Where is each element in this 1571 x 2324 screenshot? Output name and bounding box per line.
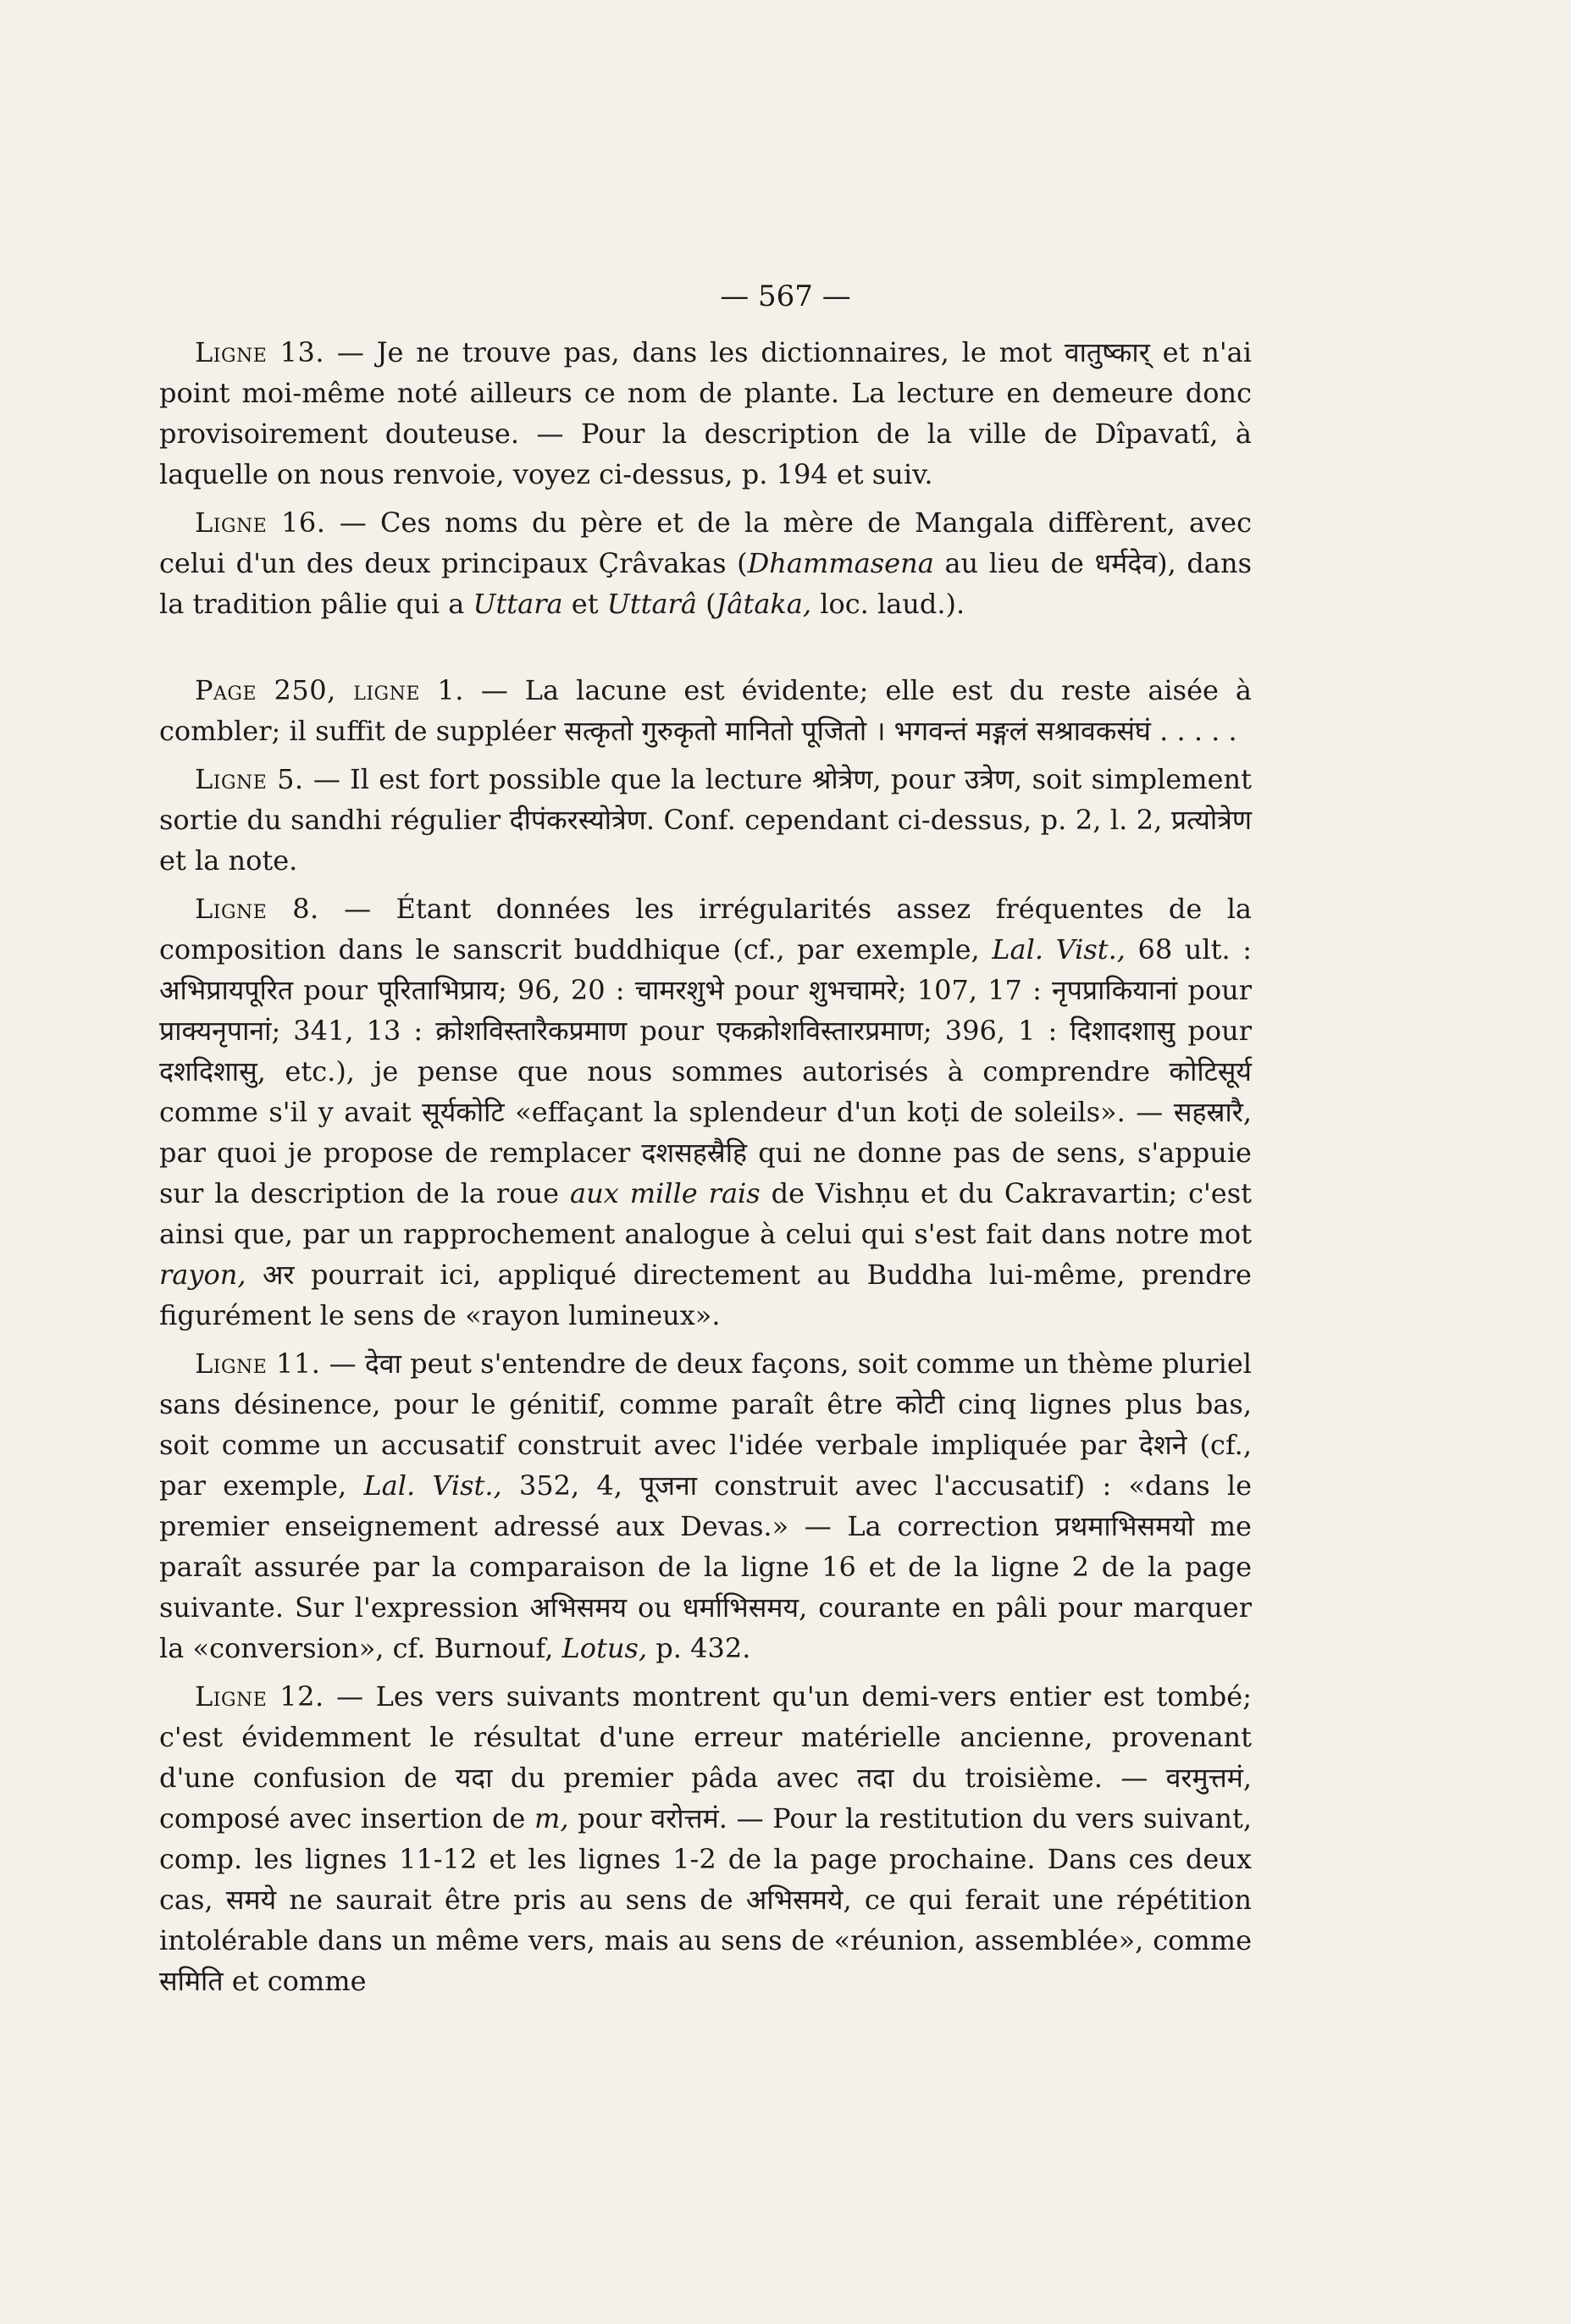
note-text: 68 ult. : अभिप्रायपूरित pour पूरिताभिप्राय; 96, 20 : चामरशुभे pour शुभचामरे; 107, 17 : नृपप्राकियानां pour प्राक्यनृपानां; 341, 13 : क्रोशविस्तारैकप्रमाण pour एकक्रोशविस्तारप्रमाण; 396, 1 : दिशादशासु pour दशदिशासु, etc.), je pense que nous sommes autorisés à comprendre कोटिसूर्य comme s'il y avait सूर्यकोटि «effaçant la splendeur d'un koṭi de soleils». — सहस्रारै, par quoi je propose de remplacer दशसहस्रैहि qui ne donne pas de sens, s'appuie sur la description de la roue <box>159 933 1253 1209</box>
note-ligne-5 <box>159 759 1252 881</box>
page-number: — 567 — <box>720 279 851 313</box>
note-italic: Jâtaka, <box>716 588 812 620</box>
note-text: — Les vers suivants montrent qu'un demi-vers entier est tombé; c'est évidemment le résultat d'une erreur matérielle ancienne, provenant d'une confusion de यदा du premier pâda avec तदा du troisième. — वरमुत्तमं, composé avec insertion de <box>159 1680 1253 1834</box>
note-text: 352, 4, पूजना construit avec l'accusatif) : «dans le premier enseignement adressé aux Devas.» — La correction प्रथमाभिसमयो me paraît assurée par la comparaison de la ligne 16 et de la ligne 2 de la page suivante. Sur l'expression अभिसमय ou धर्माभिसमय, courante en pâli pour marquer la «conversion», cf. Burnouf, <box>159 1469 1253 1664</box>
note-text: — देवा peut s'entendre de deux façons, soit comme un thème pluriel sans désinence, pour le génitif, comme paraît être कोटी cinq lignes plus bas, soit comme un accusatif construit avec l'idée verbale impliquée par देशने (cf., par exemple, <box>159 1347 1252 1502</box>
note-text: de Vishṇu et du Cakravartin; c'est ainsi que, par un rapprochement analogue à celui qui s'est fait dans notre mot <box>159 1177 1253 1250</box>
note-text: — Ces noms du père et de la mère de Mangala diffèrent, avec celui d'un des deux principaux Çrâvakas ( <box>159 506 1253 579</box>
note-text: et <box>562 588 607 620</box>
note-text: loc. laud.). <box>811 588 965 620</box>
note-text: p. 432. <box>647 1632 751 1664</box>
note-italic: Lal. Vist., <box>363 1469 502 1502</box>
note-text: — Il est fort possible que la lecture श्रोत्रेण, pour उत्रेण, soit simplement sortie du sandhi régulier दीपंकरस्योत्रेण. Conf. cependant ci-dessus, p. 2, l. 2, प्रत्योत्रेण et la note. <box>159 763 1252 877</box>
note-text: — Étant données les irrégularités assez fréquentes de la composition dans le sanscrit buddhique (cf., par exemple, <box>159 893 1253 966</box>
note-ligne-11 <box>159 1343 1252 1668</box>
note-ligne-12 <box>159 1676 1252 2001</box>
note-head: Ligne 8. <box>195 893 319 925</box>
note-text: ( <box>696 588 716 620</box>
note-head: Ligne 13. <box>195 336 325 368</box>
note-ligne-16 <box>159 502 1252 624</box>
note-text: — La lacune est évidente; elle est du reste aisée à combler; il suffit de suppléer सत्कृतो गुरुकृतो मानितो पूजितो । भगवन्तं मङ्गलं सश्रावकसंघं . . . . . <box>159 674 1252 747</box>
note-text: — Je ne trouve pas, dans les dictionnaires, le mot वातुष्कार् et n'ai point moi-même noté ailleurs ce nom de plante. La lecture en demeure donc provisoirement douteuse. — Pour la description de la ville de Dîpavatî, à laquelle on nous renvoie, voyez ci-dessus, p. 194 et suiv. <box>159 336 1252 490</box>
note-page-250-ligne-1 <box>159 670 1252 751</box>
note-italic: rayon, <box>159 1259 246 1291</box>
note-italic: Uttara <box>473 588 563 620</box>
note-head: Ligne 16. <box>195 506 326 539</box>
note-italic: Uttarâ <box>606 588 697 620</box>
note-italic: Lotus, <box>561 1632 648 1664</box>
note-italic: Dhammasena <box>747 547 934 579</box>
note-text: au lieu de धर्मदेव), dans la tradition pâlie qui a <box>159 547 1253 620</box>
note-ligne-13 <box>159 332 1252 495</box>
note-italic: aux mille rais <box>570 1177 761 1209</box>
note-head: Ligne 5. <box>195 763 304 795</box>
note-body <box>159 332 1252 2009</box>
note-ligne-8 <box>159 888 1252 1336</box>
note-head: Page 250, ligne 1. <box>195 674 464 706</box>
note-italic: Lal. Vist., <box>992 933 1126 966</box>
note-head: Ligne 12. <box>195 1680 324 1713</box>
note-italic: m, <box>534 1802 569 1834</box>
note-text: pour वरोत्तमं. — Pour la restitution du vers suivant, comp. les lignes 11-12 et les lignes 1-2 de la page prochaine. Dans ces deux cas, समये ne saurait être pris au sens de अभिसमये, ce qui ferait une répétition intolérable dans un même vers, mais au sens de «réunion, assemblée», comme समिति et comme <box>159 1802 1253 1997</box>
note-head: Ligne 11. <box>195 1347 321 1380</box>
note-text: अर pourrait ici, appliqué directement au Buddha lui-même, prendre figurément le sens de «rayon lumineux». <box>159 1259 1252 1331</box>
